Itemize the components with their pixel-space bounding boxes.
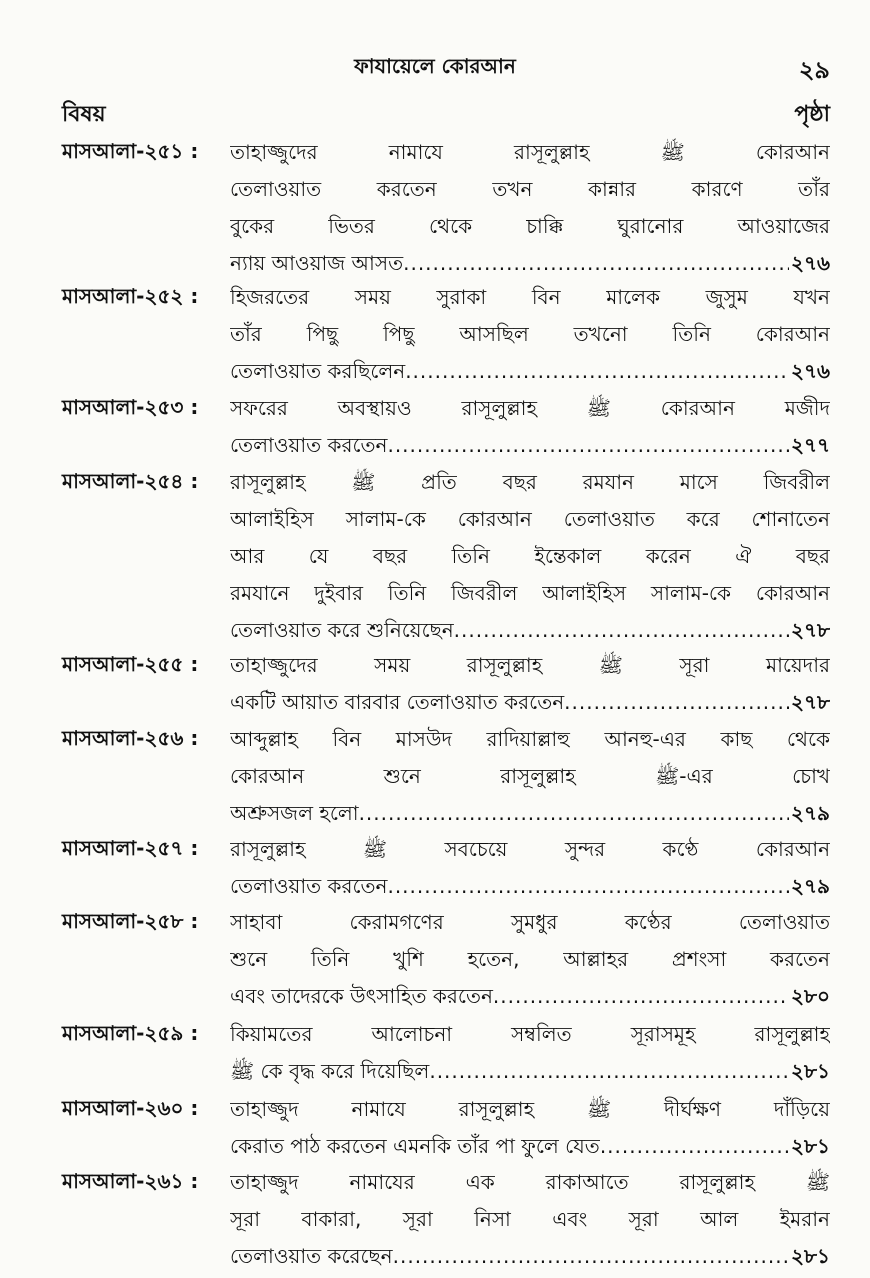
entry-last-line xyxy=(230,1056,830,1093)
entry-last-line xyxy=(230,981,830,1018)
page-number: ২৯ xyxy=(798,56,830,84)
entry-text xyxy=(230,1167,830,1278)
entry-last-line xyxy=(230,430,830,467)
dot-leader xyxy=(359,798,789,828)
entry-page-number: ২৭৯ xyxy=(791,874,830,898)
entry-text xyxy=(230,467,830,652)
running-title: ফাযায়েলে কোরআন xyxy=(354,54,516,78)
entry-label: মাসআলা-২৬০ : xyxy=(62,1096,199,1120)
entry-line: তাহাজ্জুদ নামাযের এক রাকাআতে রাসূলুল্লাহ ﷺ xyxy=(230,1170,830,1194)
entry-line: আলাইহিস সালাম-কে কোরআন তেলাওয়াত করে শোনাতেন xyxy=(230,507,830,531)
entry-page-number: ২৮১ xyxy=(791,1134,830,1158)
entry-line: তাহাজ্জুদের নামাযে রাসূলুল্লাহ ﷺ কোরআন xyxy=(230,140,830,164)
entry-page-number: ২৮১ xyxy=(791,1059,830,1083)
entry-line: তাঁর পিছু পিছু আসছিল তখনো তিনি কোরআন xyxy=(230,322,830,346)
dot-leader xyxy=(387,871,789,901)
dot-leader xyxy=(403,248,789,278)
entry-page-number: ২৭৬ xyxy=(790,251,830,275)
entry-page-number: ২৭৯ xyxy=(791,801,830,825)
entry-last-text: তেলাওয়াত করে শুনিয়েছেন xyxy=(230,618,454,642)
entry-page-number: ২৭৭ xyxy=(790,433,830,457)
entry-line: বুকের ভিতর থেকে চাক্কি ঘুরানোর আওয়াজের xyxy=(230,214,830,238)
page-heading: পৃষ্ঠা xyxy=(794,102,830,127)
entry-last-text: ন্যায় আওয়াজ আসত xyxy=(230,251,404,275)
entry-text xyxy=(230,650,830,724)
entry-line: তেলাওয়াত করতেন তখন কান্নার কারণে তাঁর xyxy=(230,177,830,201)
page-header xyxy=(0,52,870,92)
entry-last-line xyxy=(230,356,830,393)
entry-label: মাসআলা-২৫১ : xyxy=(62,139,199,163)
entry-page-number: ২৭৮ xyxy=(791,618,830,642)
entry-line: হিজরতের সময় সুরাকা বিন মালেক জুসুম যখন xyxy=(230,285,830,309)
entry-label: মাসআলা-২৫৫ : xyxy=(62,652,199,676)
entry-last-text: ﷺ কে বৃদ্ধ করে দিয়েছিল xyxy=(230,1059,430,1083)
entry-last-line xyxy=(230,1241,830,1278)
entry-line: কিয়ামতের আলোচনা সম্বলিত সূরাসমূহ রাসূলুল্লাহ xyxy=(230,1022,830,1046)
entry-label: মাসআলা-২৬১ : xyxy=(62,1169,199,1193)
entry-label: মাসআলা-২৫৬ : xyxy=(62,726,199,750)
dot-leader xyxy=(454,615,789,645)
entry-last-text: তেলাওয়াত করতেন xyxy=(230,874,388,898)
entry-line: সফরের অবস্থায়ও রাসূলুল্লাহ ﷺ কোরআন মজীদ xyxy=(230,396,830,420)
entry-label: মাসআলা-২৫৩ : xyxy=(62,395,199,419)
entry-page-number: ২৭৬ xyxy=(790,359,830,383)
entry-last-line xyxy=(230,687,830,724)
entry-text xyxy=(230,834,830,908)
entry-line: রাসূলুল্লাহ ﷺ প্রতি বছর রমযান মাসে জিবরীল xyxy=(230,470,830,494)
entry-label: মাসআলা-২৫৯ : xyxy=(62,1021,199,1045)
entry-line: রমযানে দুইবার তিনি জিবরীল আলাইহিস সালাম-কে কোরআন xyxy=(230,581,830,605)
entry-text xyxy=(230,1094,830,1168)
column-headings xyxy=(62,97,830,131)
dot-leader xyxy=(493,981,789,1011)
entry-line: সূরা বাকারা, সূরা নিসা এবং সূরা আল ইমরান xyxy=(230,1207,830,1231)
entry-page-number: ২৭৮ xyxy=(791,690,830,714)
entry-last-text: কেরাত পাঠ করতেন এমনকি তাঁর পা ফুলে যেত xyxy=(230,1134,600,1158)
entry-page-number: ২৮০ xyxy=(791,984,830,1008)
entry-text xyxy=(230,282,830,393)
entry-line: আব্দুল্লাহ বিন মাসউদ রাদিয়াল্লাহু আনহু-এর কাছ থেকে xyxy=(230,727,830,751)
entry-text xyxy=(230,907,830,1018)
entry-label: মাসআলা-২৫৭ : xyxy=(62,836,199,860)
entry-last-line xyxy=(230,798,830,835)
entry-line: তাহাজ্জুদ নামাযে রাসূলুল্লাহ ﷺ দীর্ঘক্ষণ দাঁড়িয়ে xyxy=(230,1097,830,1121)
entry-text xyxy=(230,1019,830,1093)
entry-line: সাহাবা কেরামগণের সুমধুর কণ্ঠের তেলাওয়াত xyxy=(230,910,830,934)
entry-line: শুনে তিনি খুশি হতেন, আল্লাহর প্রশংসা করতেন xyxy=(230,947,830,971)
entry-last-text: অশ্রুসজল হলো xyxy=(230,801,359,825)
entry-last-line xyxy=(230,615,830,652)
dot-leader xyxy=(405,356,789,386)
entry-label: মাসআলা-২৫৪ : xyxy=(62,469,199,493)
entry-line: আর যে বছর তিনি ইন্তেকাল করেন ঐ বছর xyxy=(230,544,830,568)
entry-text xyxy=(230,393,830,467)
dot-leader xyxy=(564,687,789,717)
entry-text xyxy=(230,724,830,835)
entry-page-number: ২৮১ xyxy=(791,1244,830,1268)
entry-label: মাসআলা-২৫৮ : xyxy=(62,909,199,933)
entry-label: মাসআলা-২৫২ : xyxy=(62,284,199,308)
dot-leader xyxy=(387,430,789,460)
entry-last-text: এবং তাদেরকে উৎসাহিত করতেন xyxy=(230,984,493,1008)
entry-last-text: তেলাওয়াত করছিলেন xyxy=(230,359,406,383)
entry-line: কোরআন শুনে রাসূলুল্লাহ ﷺ-এর চোখ xyxy=(230,764,830,788)
entry-last-text: একটি আয়াত বারবার তেলাওয়াত করতেন xyxy=(230,690,565,714)
entry-last-line xyxy=(230,871,830,908)
entry-last-text: তেলাওয়াত করতেন xyxy=(230,433,388,457)
entry-line: রাসূলুল্লাহ ﷺ সবচেয়ে সুন্দর কণ্ঠে কোরআন xyxy=(230,837,830,861)
entry-text xyxy=(230,137,830,285)
dot-leader xyxy=(429,1056,789,1086)
entry-last-line xyxy=(230,248,830,285)
entry-line: তাহাজ্জুদের সময় রাসূলুল্লাহ ﷺ সূরা মায়েদার xyxy=(230,653,830,677)
entry-last-text: তেলাওয়াত করেছেন xyxy=(230,1244,393,1268)
topic-heading: বিষয় xyxy=(62,102,106,127)
entry-last-line xyxy=(230,1131,830,1168)
dot-leader xyxy=(600,1131,789,1161)
